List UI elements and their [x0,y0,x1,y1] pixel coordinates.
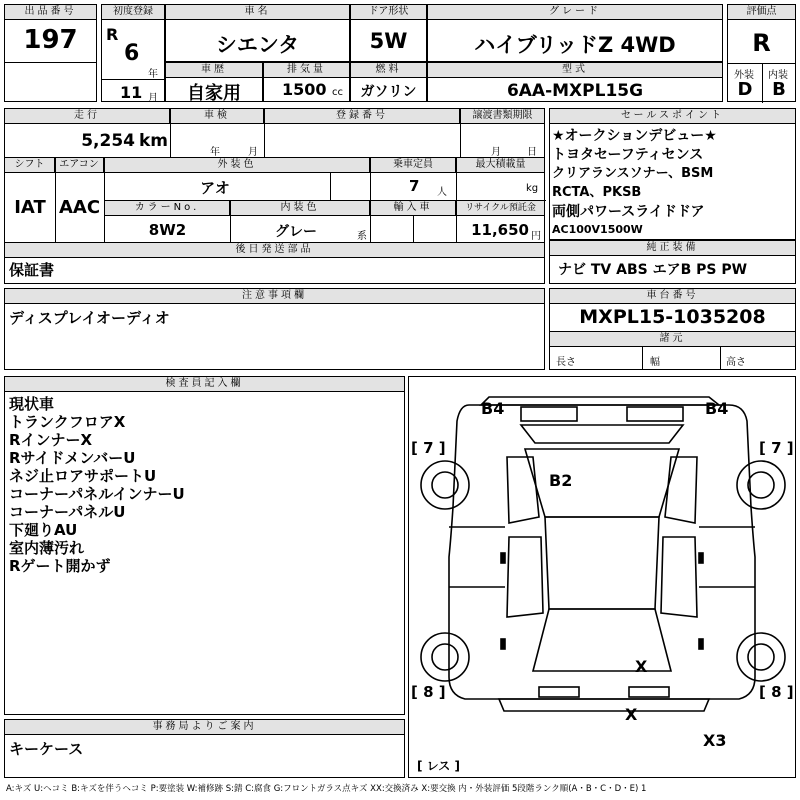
sales-line: AC100V1500W [552,223,643,236]
lot-number: 197 [23,25,78,55]
model-box [427,62,723,102]
dim-label: 諸元 [550,331,795,347]
ext-score: D [737,79,753,100]
recycle: 11,650 [471,221,529,239]
genuine-box [549,240,796,284]
score-box [727,4,796,102]
ship-label: 後日発送部品 [5,243,544,258]
inspector-line: トランクフロアX [9,413,126,431]
inspector-line: ネジ止ロアサポートU [9,467,157,485]
dim-height: 高さ [726,357,746,368]
int-label: 内装 [768,70,788,81]
inspection-month-unit: 月 [248,147,258,158]
intcolor: グレー [275,224,317,240]
car-name-box [165,4,350,62]
ext-label: 外装 [734,70,754,81]
inspection-label: 車検 [171,109,264,124]
mileage: 5,254 [81,131,135,151]
sales-line: 両側パワースライドドア [552,204,705,220]
car-name-label: 車名 [166,5,349,20]
mark-x-trunk: X [625,705,638,724]
model-label: 型式 [428,63,722,78]
seats: 7 [409,177,420,195]
tire-front-left: [ 7 ] [411,439,446,457]
reg-era: R [106,25,119,44]
inspector-line: 下廻りAU [9,521,78,539]
lot-label: 出品番号 [5,5,96,20]
door-box [350,4,427,62]
caution-box [4,288,545,370]
history-box [165,62,263,102]
first-reg-box [101,4,165,102]
mark-b4-left: B4 [481,399,505,418]
regno-label: 登録番号 [265,109,460,124]
inspector-label: 検査員記入欄 [5,377,404,392]
mark-b2: B2 [549,471,573,490]
ship-parts: 保証書 [9,261,55,279]
caution-label: 注意事項欄 [5,289,544,304]
spec-block [4,108,545,284]
reg-year-unit: 年 [148,69,158,80]
intcolor-label: 内装色 [231,201,370,216]
mark-x-rear-glass: X [635,657,648,676]
score-label: 評価点 [728,5,795,20]
legend: A:キズ U:ヘコミ B:キズを伴うヘコミ P:要塗装 W:補修跡 S:錆 C:腐食 G:フロントガラス点キズ XX:交換済み X:要交換 内・外装評価 5段階ランク順(A・B・C・D・E) 1 [6,784,647,794]
color: アオ [200,179,230,197]
displacement: 1500 [282,80,327,99]
load-unit: kg [526,183,539,194]
grade-box [427,4,723,62]
ac-label: エアコン [55,158,104,173]
ac: AAC [58,197,101,218]
mileage-label: 走行 [5,109,170,124]
inspector-box [4,376,405,715]
load-label: 最大積載量 [457,158,544,173]
car-diagram [408,376,796,778]
mark-b4-right: B4 [705,399,729,418]
fuel-box [350,62,427,102]
inspector-line: 現状車 [9,395,55,413]
inspector-line: コーナーパネルインナーU [9,485,185,503]
transfer-label: 譲渡書類期限 [461,109,544,124]
chassis-label: 車台番号 [550,289,795,304]
chassis-box [549,288,796,370]
recycle-label: リサイクル預託金 [457,201,544,216]
inspector-line: RサイドメンバーU [9,449,136,467]
intcolor-unit: 系 [357,231,367,242]
tire-front-right: [ 7 ] [759,439,794,457]
transfer-day-unit: 日 [527,147,537,158]
car-outline [409,377,795,777]
recycle-unit: 円 [531,231,541,242]
door-type: 5W [369,29,408,53]
first-reg-label: 初度登録 [102,5,164,20]
mark-x3-bumper: X3 [703,731,727,750]
lot-box [4,4,97,102]
caution-text: ディスプレイオーディオ [9,309,170,327]
spare-tire-less: [ レス ] [417,759,460,773]
import-label: 輸入車 [371,201,456,216]
colorno-label: カラーNo. [105,201,230,216]
sales-line: トヨタセーフティセンス [552,147,704,163]
reg-year: 6 [124,41,140,66]
disp-label: 排気量 [264,63,349,78]
genuine-items: ナビ TV ABS エアB PS PW [558,262,748,278]
genuine-label: 純正装備 [550,241,795,256]
tire-rear-right: [ 8 ] [759,683,794,701]
score: R [752,29,771,57]
office-text: キーケース [9,740,84,758]
sales-line: RCTA、PKSB [552,185,642,200]
dim-width: 幅 [650,357,660,368]
reg-month-unit: 月 [148,93,158,104]
disp-box [263,62,350,102]
history-label: 車歴 [166,63,262,78]
disp-unit: cc [332,87,343,98]
sales-line: ★オークションデビュー★ [552,128,717,144]
office-label: 事務局よりご案内 [5,720,404,735]
shift-label: シフト [5,158,55,173]
transfer-month-unit: 月 [491,147,501,158]
inspector-line: コーナーパネルU [9,503,126,521]
car-name: シエンタ [215,33,300,57]
fuel: ガソリン [360,84,417,100]
int-score: B [772,79,786,100]
inspector-line: RインナーX [9,431,93,449]
inspection-year-unit: 年 [210,147,220,158]
sales-point-box [549,108,796,240]
history: 自家用 [187,83,241,104]
seats-label: 乗車定員 [371,158,456,173]
dim-length: 長さ [556,357,576,368]
chassis-number: MXPL15-1035208 [579,306,766,328]
grade-label: グレード [428,5,722,20]
reg-month: 11 [120,83,143,102]
color-label: 外装色 [105,158,370,173]
door-label: ドア形状 [351,5,426,20]
sales-point-label: セールスポイント [550,109,795,124]
shift: IAT [14,197,46,218]
model: 6AA-MXPL15G [506,81,644,101]
grade: ハイブリッドZ 4WD [474,33,676,57]
seats-unit: 人 [437,187,447,198]
tire-rear-left: [ 8 ] [411,683,446,701]
fuel-label: 燃料 [351,63,426,78]
colorno: 8W2 [148,221,187,239]
sales-line: クリアランスソナー、BSM [552,166,714,181]
mileage-unit: km [139,131,169,151]
inspector-line: Rゲート開かず [9,557,111,575]
inspector-line: 室内薄汚れ [9,539,85,557]
office-box [4,719,405,778]
